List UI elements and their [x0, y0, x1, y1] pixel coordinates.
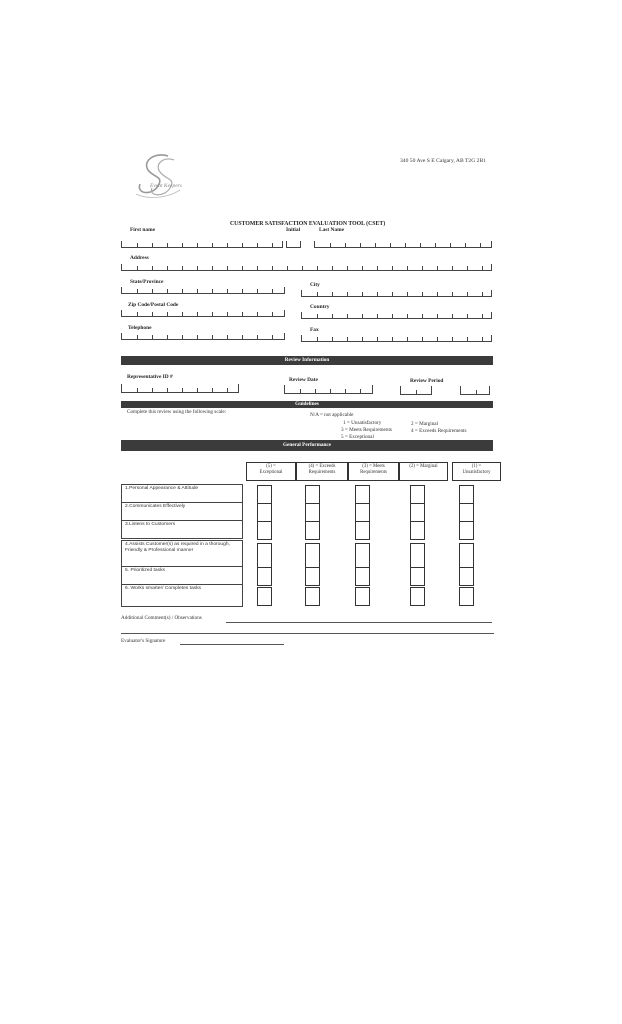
- rating-cell-1-row-1[interactable]: [459, 485, 474, 504]
- char-divider: [375, 243, 376, 247]
- rating-cell-1-row-4[interactable]: [459, 543, 474, 568]
- char-divider: [392, 314, 393, 318]
- char-divider: [392, 292, 393, 296]
- col-header-5-l1: (5) =: [266, 464, 276, 469]
- char-divider: [242, 243, 243, 247]
- char-divider: [467, 314, 468, 318]
- char-divider: [465, 243, 466, 247]
- char-divider: [360, 243, 361, 247]
- criterion-1: 1.Personal Appearance & Attitude: [121, 484, 243, 503]
- char-divider: [152, 335, 153, 339]
- rating-cell-2-row-2[interactable]: [410, 503, 425, 522]
- general-performance-header: General Performance: [121, 440, 493, 451]
- country-label: Country: [310, 304, 330, 310]
- col-header-1: [452, 462, 501, 481]
- rating-cell-5-row-3[interactable]: [257, 521, 272, 540]
- char-divider: [435, 243, 436, 247]
- char-divider: [257, 335, 258, 339]
- col-header-2-l1: (2) = Marginal: [409, 464, 438, 469]
- zip-label: Zip Code/Postal Code: [128, 302, 179, 308]
- scale-3: 3 = Meets Requirements: [341, 427, 392, 433]
- telephone-label: Telephone: [128, 325, 152, 331]
- char-divider: [212, 312, 213, 316]
- first-name-field[interactable]: [121, 241, 283, 248]
- char-divider: [422, 292, 423, 296]
- char-divider: [437, 266, 438, 270]
- char-divider: [347, 266, 348, 270]
- char-divider: [347, 292, 348, 296]
- rating-cell-2-row-4[interactable]: [410, 543, 425, 568]
- rating-cell-5-row-6[interactable]: [257, 587, 272, 606]
- char-divider: [300, 389, 301, 393]
- comments-label: Additional Comment(s) / Observations: [121, 615, 202, 621]
- char-divider: [287, 266, 288, 270]
- char-divider: [167, 266, 168, 270]
- char-divider: [452, 266, 453, 270]
- char-divider: [420, 243, 421, 247]
- review-period-label: Review Period: [410, 378, 444, 384]
- char-divider: [272, 335, 273, 339]
- criterion-2: 2.Communicates Effectively: [121, 502, 243, 521]
- scale-1: 1 = Unsatisfactory: [343, 420, 382, 426]
- char-divider: [227, 243, 228, 247]
- char-divider: [347, 337, 348, 341]
- char-divider: [405, 243, 406, 247]
- scale-2: 2 = Marginal: [411, 421, 439, 427]
- char-divider: [197, 243, 198, 247]
- col-header-3-l2: Requirements: [360, 469, 387, 475]
- col-header-4: [296, 462, 348, 481]
- char-divider: [182, 335, 183, 339]
- city-field[interactable]: [301, 290, 492, 297]
- char-divider: [227, 312, 228, 316]
- char-divider: [212, 266, 213, 270]
- rating-cell-5-row-1[interactable]: [257, 485, 272, 504]
- char-divider: [197, 388, 198, 392]
- char-divider: [476, 390, 477, 394]
- address-label: Address: [130, 255, 149, 261]
- char-divider: [332, 314, 333, 318]
- char-divider: [242, 335, 243, 339]
- char-divider: [137, 335, 138, 339]
- logo-text: Event Keepers: [150, 183, 182, 189]
- char-divider: [422, 266, 423, 270]
- char-divider: [345, 389, 346, 393]
- signature-label: Evaluator's Signature: [121, 638, 166, 644]
- char-divider: [257, 266, 258, 270]
- char-divider: [317, 266, 318, 270]
- char-divider: [272, 243, 273, 247]
- initial-label: Initial: [286, 227, 301, 233]
- first-name-label: First name: [130, 227, 156, 233]
- rating-cell-1-row-3[interactable]: [459, 521, 474, 540]
- char-divider: [242, 312, 243, 316]
- logo-mark-icon: [128, 150, 218, 202]
- address-field[interactable]: [121, 264, 492, 271]
- review-date-label: Review Date: [289, 377, 318, 383]
- guidelines-header: Guidelines: [121, 401, 493, 408]
- char-divider: [227, 266, 228, 270]
- company-logo: [128, 150, 218, 202]
- char-divider: [450, 243, 451, 247]
- char-divider: [212, 335, 213, 339]
- char-divider: [302, 266, 303, 270]
- rating-cell-2-row-5[interactable]: [410, 567, 425, 586]
- scale-na: N/A = not applicable: [310, 412, 354, 418]
- char-divider: [227, 388, 228, 392]
- fax-label: Fax: [310, 327, 319, 333]
- comments-line-1[interactable]: [226, 622, 492, 623]
- char-divider: [392, 266, 393, 270]
- rep-id-label: Representative ID #: [127, 374, 173, 380]
- initial-field[interactable]: [286, 241, 301, 248]
- char-divider: [152, 289, 153, 293]
- telephone-field[interactable]: [121, 333, 285, 340]
- char-divider: [345, 243, 346, 247]
- char-divider: [480, 243, 481, 247]
- char-divider: [482, 314, 483, 318]
- char-divider: [467, 266, 468, 270]
- char-divider: [332, 266, 333, 270]
- char-divider: [360, 389, 361, 393]
- scale-4: 4 = Exceeds Requirements: [411, 428, 467, 434]
- criterion-5: 5. Prioritized tasks: [121, 566, 243, 585]
- city-label: City: [310, 282, 320, 288]
- char-divider: [332, 337, 333, 341]
- rating-cell-2-row-3[interactable]: [410, 521, 425, 540]
- char-divider: [257, 243, 258, 247]
- char-divider: [182, 243, 183, 247]
- char-divider: [407, 337, 408, 341]
- rating-cell-3-row-3[interactable]: [355, 521, 370, 540]
- char-divider: [197, 266, 198, 270]
- char-divider: [330, 389, 331, 393]
- char-divider: [377, 314, 378, 318]
- char-divider: [347, 314, 348, 318]
- state-label: State/Province: [130, 279, 164, 285]
- rating-cell-3-row-1[interactable]: [355, 485, 370, 504]
- rating-cell-5-row-4[interactable]: [257, 543, 272, 568]
- last-name-field[interactable]: [314, 241, 492, 248]
- rating-cell-1-row-2[interactable]: [459, 503, 474, 522]
- review-period-end-field[interactable]: [460, 386, 490, 395]
- review-period-start-field[interactable]: [400, 386, 432, 395]
- char-divider: [407, 314, 408, 318]
- rating-cell-4-row-1[interactable]: [305, 485, 320, 504]
- char-divider: [467, 292, 468, 296]
- char-divider: [332, 292, 333, 296]
- criterion-4: 4.Assists Customer(s) as required in a thorough, Friendly & Professional manner: [121, 540, 243, 567]
- comments-line-2[interactable]: [121, 633, 494, 634]
- criterion-6: 6. Works smarter/ Completes tasks: [121, 584, 243, 607]
- rep-id-field[interactable]: [121, 384, 239, 393]
- char-divider: [377, 292, 378, 296]
- rating-cell-2-row-6[interactable]: [410, 587, 425, 606]
- char-divider: [167, 388, 168, 392]
- col-header-3: [348, 462, 399, 481]
- char-divider: [422, 314, 423, 318]
- char-divider: [467, 337, 468, 341]
- rating-cell-4-row-2[interactable]: [305, 503, 320, 522]
- fax-field[interactable]: [301, 335, 492, 342]
- rating-cell-5-row-2[interactable]: [257, 503, 272, 522]
- review-date-field[interactable]: [284, 385, 373, 394]
- rating-cell-5-row-5[interactable]: [257, 567, 272, 586]
- rating-cell-4-row-6[interactable]: [305, 587, 320, 606]
- char-divider: [392, 337, 393, 341]
- signature-line[interactable]: [180, 644, 284, 645]
- criterion-3: 3.Listens to Customers: [121, 520, 243, 539]
- char-divider: [362, 266, 363, 270]
- char-divider: [437, 314, 438, 318]
- char-divider: [137, 289, 138, 293]
- char-divider: [197, 335, 198, 339]
- char-divider: [482, 337, 483, 341]
- form-title: CUSTOMER SATISFACTION EVALUATION TOOL (CSET): [230, 221, 386, 227]
- char-divider: [197, 312, 198, 316]
- char-divider: [167, 335, 168, 339]
- char-divider: [437, 292, 438, 296]
- char-divider: [377, 266, 378, 270]
- col-header-5-l2: Exceptional: [259, 469, 283, 475]
- char-divider: [482, 266, 483, 270]
- char-divider: [212, 243, 213, 247]
- char-divider: [330, 243, 331, 247]
- rating-cell-4-row-5[interactable]: [305, 567, 320, 586]
- char-divider: [167, 243, 168, 247]
- col-header-4-l2: Requirements: [308, 469, 336, 475]
- col-header-3-l1: (3) = Meets: [362, 464, 385, 469]
- char-divider: [452, 337, 453, 341]
- rating-cell-1-row-5[interactable]: [459, 567, 474, 586]
- char-divider: [362, 337, 363, 341]
- char-divider: [182, 312, 183, 316]
- state-field[interactable]: [121, 287, 285, 294]
- char-divider: [152, 243, 153, 247]
- char-divider: [407, 266, 408, 270]
- char-divider: [452, 292, 453, 296]
- col-header-5: [246, 462, 296, 481]
- rating-cell-3-row-2[interactable]: [355, 503, 370, 522]
- char-divider: [257, 289, 258, 293]
- char-divider: [212, 289, 213, 293]
- char-divider: [137, 312, 138, 316]
- char-divider: [212, 388, 213, 392]
- char-divider: [137, 388, 138, 392]
- rating-cell-4-row-4[interactable]: [305, 543, 320, 568]
- char-divider: [227, 289, 228, 293]
- char-divider: [272, 289, 273, 293]
- col-header-2: [399, 462, 448, 481]
- scale-5: 5 = Exceptional: [341, 434, 374, 440]
- char-divider: [315, 389, 316, 393]
- char-divider: [317, 337, 318, 341]
- char-divider: [137, 266, 138, 270]
- char-divider: [407, 292, 408, 296]
- country-field[interactable]: [301, 312, 492, 319]
- char-divider: [377, 337, 378, 341]
- char-divider: [482, 292, 483, 296]
- rating-cell-2-row-1[interactable]: [410, 485, 425, 504]
- char-divider: [272, 266, 273, 270]
- char-divider: [416, 390, 417, 394]
- char-divider: [257, 312, 258, 316]
- col-header-4-l1: (4) = Exceeds: [308, 464, 336, 469]
- char-divider: [362, 292, 363, 296]
- char-divider: [317, 314, 318, 318]
- rating-cell-1-row-6[interactable]: [459, 587, 474, 606]
- guidelines-intro: Complete this review using the following scale:: [127, 409, 227, 415]
- char-divider: [152, 266, 153, 270]
- rating-cell-3-row-4[interactable]: [355, 543, 370, 568]
- char-divider: [182, 266, 183, 270]
- company-address: 340 50 Ave S E Calgary, AB T2G 2B1: [400, 158, 486, 164]
- char-divider: [242, 289, 243, 293]
- char-divider: [182, 388, 183, 392]
- col-header-1-l1: (1) =: [471, 464, 482, 469]
- col-header-1-l2: Unsatisfactory: [462, 469, 491, 475]
- char-divider: [390, 243, 391, 247]
- char-divider: [437, 337, 438, 341]
- last-name-label: Last Name: [319, 227, 345, 233]
- char-divider: [272, 312, 273, 316]
- char-divider: [452, 314, 453, 318]
- char-divider: [197, 289, 198, 293]
- char-divider: [362, 314, 363, 318]
- review-info-header: Review Information: [121, 356, 493, 365]
- char-divider: [167, 312, 168, 316]
- rating-cell-3-row-5[interactable]: [355, 567, 370, 586]
- char-divider: [152, 312, 153, 316]
- char-divider: [242, 266, 243, 270]
- char-divider: [422, 337, 423, 341]
- rating-cell-3-row-6[interactable]: [355, 587, 370, 606]
- char-divider: [317, 292, 318, 296]
- char-divider: [137, 243, 138, 247]
- char-divider: [227, 335, 228, 339]
- rating-cell-4-row-3[interactable]: [305, 521, 320, 540]
- char-divider: [167, 289, 168, 293]
- char-divider: [182, 289, 183, 293]
- char-divider: [152, 388, 153, 392]
- zip-field[interactable]: [121, 310, 285, 317]
